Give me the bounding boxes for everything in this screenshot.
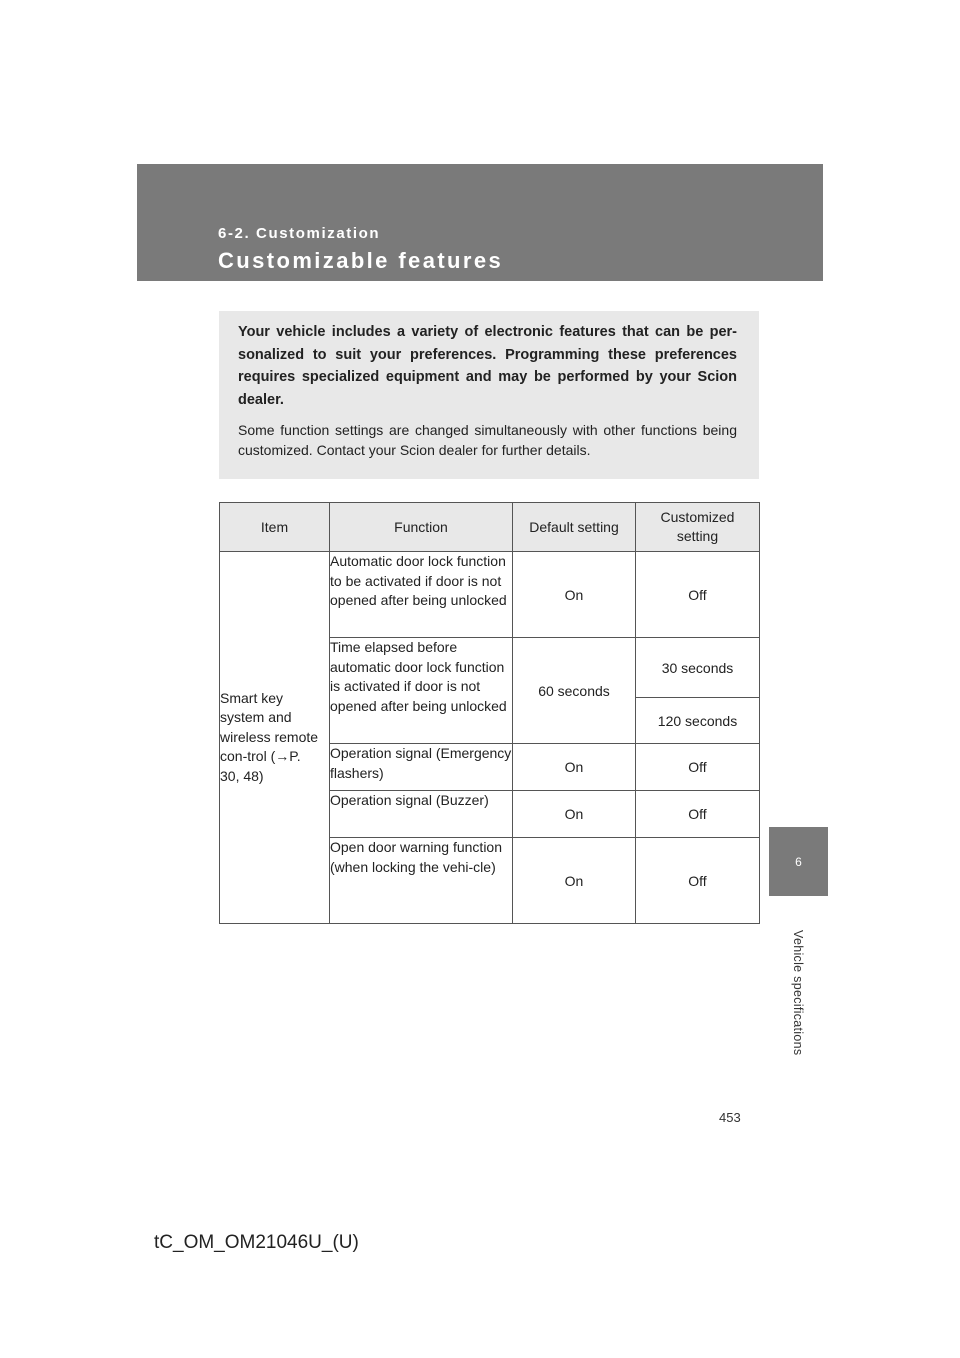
customized-cell: Off — [636, 791, 760, 838]
intro-box — [219, 311, 759, 479]
default-cell: On — [513, 552, 636, 638]
table-header-row — [220, 503, 760, 552]
header-default-setting: Default setting — [513, 503, 636, 552]
chapter-header — [137, 164, 823, 281]
customized-cell-alt: 120 seconds — [636, 698, 760, 744]
header-customized-text: Customized setting — [660, 509, 735, 544]
function-cell: Operation signal (Emergency flashers) — [330, 744, 513, 791]
chapter-side-label: Vehicle specifications — [791, 930, 805, 1056]
chapter-tab — [769, 827, 828, 896]
item-cell — [220, 552, 330, 924]
document-code: tC_OM_OM21046U_(U) — [154, 1232, 359, 1253]
default-cell: On — [513, 791, 636, 838]
page-title: Customizable features — [218, 248, 504, 273]
customization-table — [219, 502, 760, 924]
page-number: 453 — [719, 1110, 741, 1125]
default-cell: 60 seconds — [513, 638, 636, 744]
customized-cell: Off — [636, 744, 760, 791]
default-cell: On — [513, 744, 636, 791]
table-row — [220, 552, 760, 638]
function-cell: Operation signal (Buzzer) — [330, 791, 513, 838]
customized-cell: 30 seconds — [636, 638, 760, 698]
header-function: Function — [330, 503, 513, 552]
intro-bold-paragraph: Your vehicle includes a variety of electronic features that can be per-sonalized to suit your preferences. Programming these preferences requires specialized equipment and may be performed by your Scion dealer. — [238, 324, 737, 408]
item-label: Smart key system and wireless remote con-trol (→P. 30, 48) — [220, 689, 319, 784]
function-cell: Time elapsed before automatic door lock function is activated if door is not opened after being unlocked — [330, 638, 513, 744]
customized-cell: Off — [636, 552, 760, 638]
chapter-number: 6 — [795, 854, 802, 869]
section-label: 6-2. Customization — [218, 225, 381, 242]
header-customized-setting — [636, 503, 760, 552]
header-item: Item — [220, 503, 330, 552]
default-cell: On — [513, 838, 636, 924]
function-cell: Automatic door lock function to be activated if door is not opened after being unlocked — [330, 552, 513, 638]
function-cell: Open door warning function (when locking the vehi-cle) — [330, 838, 513, 924]
intro-note-paragraph: Some function settings are changed simultaneously with other functions being customized. Contact your Scion dealer for further details. — [238, 422, 737, 458]
customized-cell: Off — [636, 838, 760, 924]
